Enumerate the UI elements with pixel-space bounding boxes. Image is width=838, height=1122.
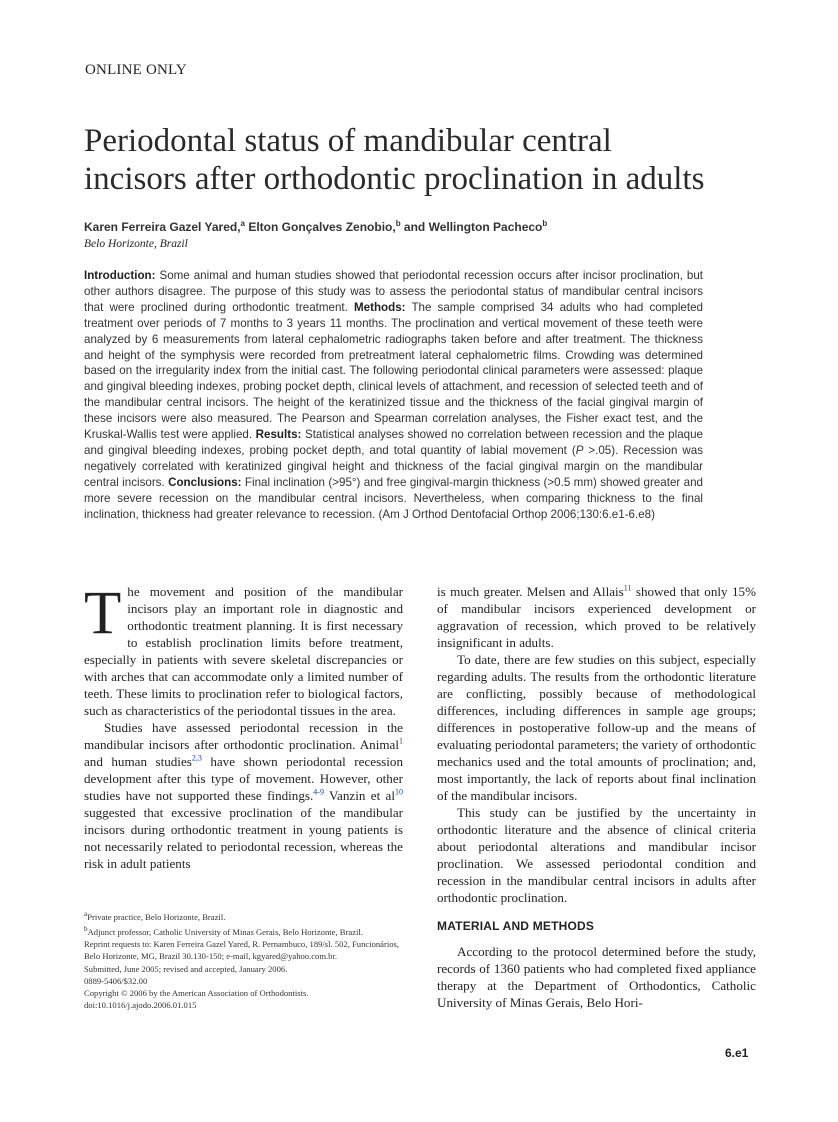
doi-link[interactable]: doi:10.1016/j.ajodo.2006.01.015: [84, 1000, 197, 1011]
citation-link[interactable]: 2,3: [191, 753, 202, 763]
section-heading: MATERIAL AND METHODS: [437, 919, 595, 933]
abstract-results-text: Statistical analyses showed no correlation between recession and the plaque and gingival bleeding indexes, probing pocket depth, and total quantity of labial movement (: [84, 428, 703, 457]
footnote-mark: a: [84, 910, 88, 918]
paragraph-text: Studies have assessed periodontal recession in the mandibular incisors after orthodontic proclination. Animal: [84, 720, 403, 752]
footnotes: [84, 908, 403, 1011]
citation-link[interactable]: 4-9: [313, 787, 324, 797]
reprint-requests: Reprint requests to: Karen Ferreira Gazel Yared, R. Pernambuco, 189/sl. 502, Funcionários, Belo Horizonte, MG, Brazil 30.130-150; e-mail, kgyared@yahoo.com.br.: [84, 939, 400, 962]
author-name: and Wellington Pacheco: [400, 220, 543, 234]
paragraph: This study can be justified by the uncertainty in orthodontic literature and the absence of clinical criteria about periodontal alterations and mandibular incisor proclination. We assessed periodontal condition and recession in the mandibular central incisors in adults after orthodontic proclination.: [437, 805, 756, 905]
abstract-results-label: Results:: [255, 428, 302, 442]
affiliation-mark: b: [395, 219, 401, 228]
abstract-intro-text: Some animal and human studies showed that periodontal recession occurs after incisor proclination, but other authors disagree. The purpose of this study was to assess the periodontal status of mandibular central incisors that were proclined during orthodontic treatment.: [84, 269, 703, 314]
citation-link[interactable]: 1: [399, 736, 403, 746]
body-column-left: [84, 580, 403, 872]
affiliation-mark: a: [240, 219, 245, 228]
paragraph: [84, 719, 403, 872]
author-affiliation: Belo Horizonte, Brazil: [84, 238, 188, 250]
paragraph: According to the protocol determined before the study, records of 1360 patients who had completed fixed appliance therapy at the Department of Orthodontics, Catholic University of Minas Gerais, Belo Hori-: [437, 944, 756, 1010]
paragraph-text: have shown periodontal recession development after this type of movement. However, other studies have not supported these findings.: [84, 754, 403, 803]
section-tag: ONLINE ONLY: [85, 62, 187, 78]
paragraph-text: is much greater. Melsen and Allais: [437, 584, 624, 599]
abstract-results-text-cont: >.05). Recession was negatively correlated with keratinized gingival height and thickness of the facial gingival margin on the mandibular central incisors.: [84, 443, 703, 489]
footnote-text: Private practice, Belo Horizonte, Brazil.: [87, 911, 226, 922]
issn: 0889-5406/$32.00: [84, 975, 148, 986]
paragraph-text: Vanzin et al: [323, 788, 395, 803]
author-list: [84, 219, 547, 234]
body-column-right: [437, 583, 756, 1011]
page-number: 6.e1: [725, 1046, 749, 1060]
article-title: [84, 122, 784, 198]
drop-cap: T: [84, 580, 122, 647]
footnote-b: [84, 923, 403, 938]
paragraph-text: showed that only 15% of mandibular incisors experienced development or aggravation of recession, which proved to be relatively insignificant in adults.: [437, 584, 756, 650]
abstract-methods-text: The sample comprised 34 adults who had completed treatment over periods of 7 months to 3 years 11 months. The proclination and vertical movement of these teeth were analyzed by 6 measurements from lateral cephalometric radiographs taken before and after treatment. The thickness and height of the symphysis were recorded from pretreatment lateral cephalometric films. Crowding was determined based on the irregularity index from the initial cast. The following periodontal clinical parameters were assessed: plaque and gingival bleeding indexes, probing pocket depth, clinical levels of attachment, and recession of selected teeth and of the mandibular central incisors. The height of the keratinized tissue and the thickness of the facial gingival margin of these incisors were also measured. The Pearson and Spearman correlation analyses, the Fisher exact test, and the Kruskal-Wallis test were applied.: [84, 300, 703, 442]
affiliation-mark: b: [542, 219, 548, 228]
abstract-conclusions-label: Conclusions:: [168, 475, 242, 489]
abstract-intro-label: Introduction:: [84, 269, 156, 282]
footnote-mark: b: [84, 925, 88, 934]
citation-link[interactable]: 11: [623, 583, 632, 593]
abstract: [84, 268, 703, 523]
paragraph: To date, there are few studies on this subject, especially regarding adults. The results from the orthodontic literature are conflicting, possibly because of methodological differences, including differences in sample age groups; differences in postoperative follow-up and the means of evaluating periodontal parameters; the variety of orthodontic mechanics used and the total amounts of proclination; and, most importantly, the lack of reports about final inclination of the mandibular incisors.: [437, 652, 756, 803]
abstract-methods-label: Methods:: [354, 300, 406, 314]
citation-link[interactable]: 10: [395, 787, 403, 797]
paragraph-text: suggested that excessive proclination of the mandibular incisors during orthodontic treatment in young patients is not necessarily related to periodontal recession, whereas the risk in adult patients: [84, 805, 403, 871]
author-name: Karen Ferreira Gazel Yared,: [84, 220, 241, 234]
title-line-2: incisors after orthodontic proclination in adults: [84, 161, 705, 197]
footnote-a: [84, 908, 403, 923]
paragraph: [84, 580, 403, 719]
abstract-conclusions-text: Final inclination (>95°) and free gingival-margin thickness (>0.5 mm) showed greater and more severe recession on the mandibular central incisors. Nevertheless, when comparing thickness to the final inclination, thickness had greater relevance to recession. (Am J Orthod Dentofacial Orthop 2006;130:6.e1-6.e8): [84, 475, 704, 521]
paragraph-text: and human studies: [84, 754, 192, 769]
footnote-text: Adjunct professor, Catholic University of Minas Gerais, Belo Horizonte, Brazil.: [87, 926, 363, 937]
title-line-1: Periodontal status of mandibular central: [84, 123, 612, 159]
p-value-symbol: P: [575, 443, 584, 457]
paragraph: [437, 583, 756, 651]
author-name: Elton Gonçalves Zenobio,: [245, 220, 396, 234]
paragraph-text: he movement and position of the mandibular incisors play an important role in diagnostic and orthodontic treatment planning. It is first necessary to establish proclination limits before treatment, especially in patients with severe skeletal discrepancies or with arches that can accommodate only a limited number of teeth. These limits to proclination refer to biological factors, such as characteristics of the periodontal tissues in the area.: [84, 584, 403, 718]
copyright: Copyright © 2006 by the American Association of Orthodontists.: [84, 987, 309, 998]
submission-dates: Submitted, June 2005; revised and accepted, January 2006.: [84, 963, 288, 974]
